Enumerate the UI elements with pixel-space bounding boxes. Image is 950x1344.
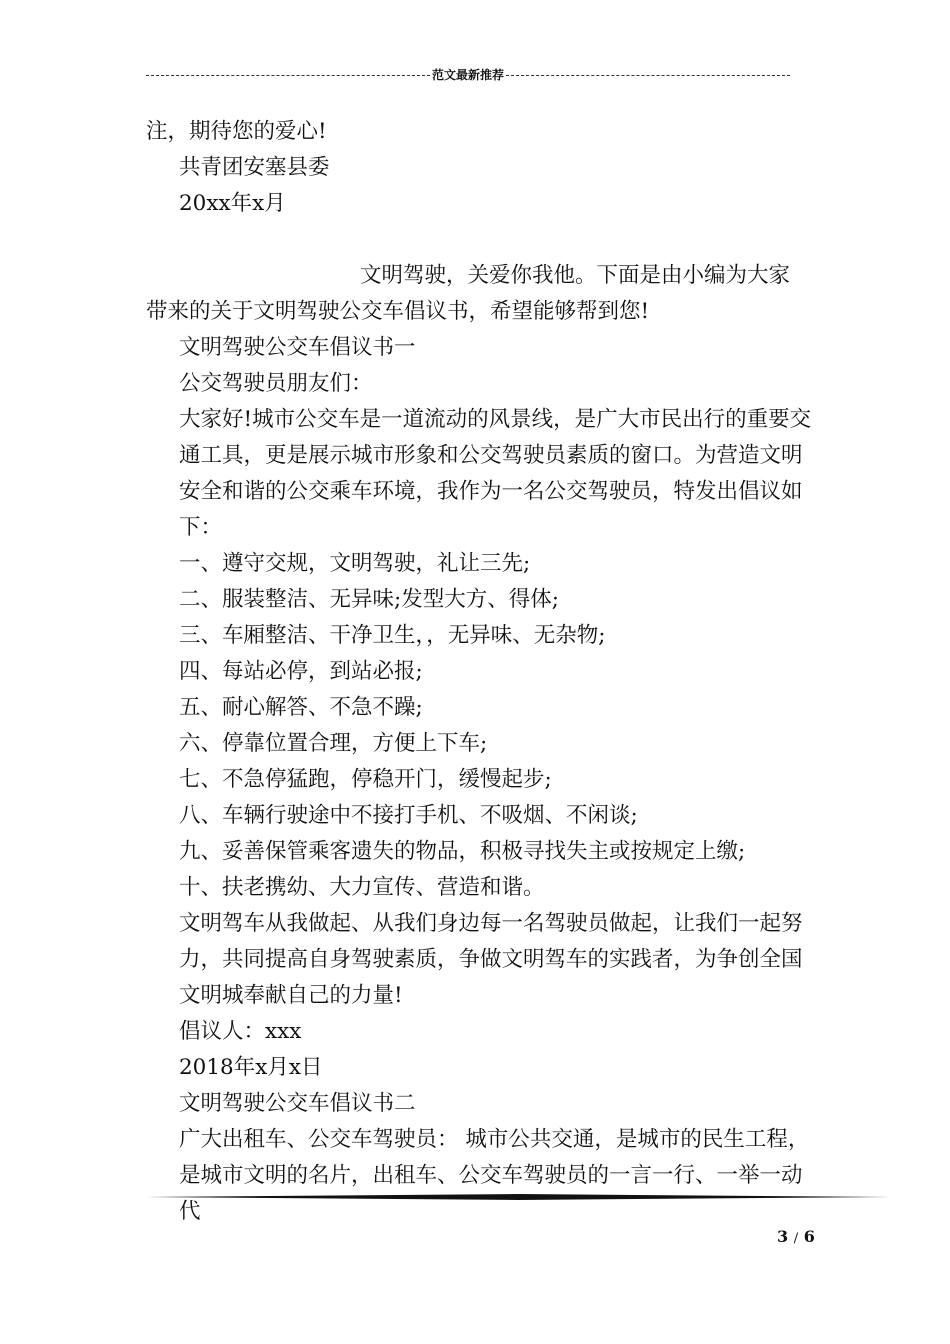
- paragraph: 广大出租车、公交车驾驶员： 城市公共交通，是城市的民生工程，是城市文明的名片，出租车、公交车驾驶员的一言一行、一举一动代: [179, 1127, 810, 1224]
- paragraph: 九、妥善保管乘客遗失的物品，积极寻找失主或按规定上缴;: [179, 839, 746, 864]
- paragraph: 一、遵守交规，文明驾驶，礼让三先;: [179, 551, 531, 576]
- paragraph: 七、不急停猛跑，停稳开门，缓慢起步;: [179, 767, 552, 792]
- paragraph: 文明驾驶，关爱你我他。下面是由小编为大家: [360, 263, 791, 288]
- page-number: [777, 1227, 815, 1246]
- paragraph: 四、每站必停，到站必报;: [179, 659, 423, 684]
- page-total: 6: [803, 1227, 815, 1246]
- paragraph: 六、停靠位置合理，方便上下车;: [179, 731, 488, 756]
- paragraph: 带来的关于文明驾驶公交车倡议书，希望能够帮到您!: [146, 299, 650, 324]
- document-body: [146, 114, 818, 1230]
- paragraph: 公交驾驶员朋友们：: [179, 371, 373, 396]
- header-left-dashes: [146, 75, 430, 76]
- paragraph: 文明驾驶公交车倡议书一: [179, 335, 416, 360]
- paragraph: 文明驾车从我做起、从我们身边每一名驾驶员做起，让我们一起努力，共同提高自身驾驶素质，争做文明驾车的实践者，为争创全国文明城奉献自己的力量!: [179, 911, 803, 1008]
- header-title: 范文最新推荐: [432, 68, 505, 82]
- header-right-dashes: [506, 75, 790, 76]
- paragraph: 大家好!城市公交车是一道流动的风景线，是广大市民出行的重要交通工具，更是展示城市形象和公交驾驶员素质的窗口。为营造文明安全和谐的公交乘车环境，我作为一名公交驾驶员，特发出倡议如下：: [179, 407, 812, 540]
- paragraph: 三、车厢整洁、干净卫生，，无异味、无杂物;: [179, 623, 606, 648]
- paragraph: 20xx年x月: [179, 191, 286, 216]
- paragraph: 十、扶老携幼、大力宣传、营造和谐。: [179, 875, 545, 900]
- paragraph: 八、车辆行驶途中不接打手机、不吸烟、不闲谈;: [179, 803, 638, 828]
- paragraph: 2018年x月x日: [179, 1055, 323, 1080]
- page-current: 3: [777, 1227, 789, 1246]
- page-separator: /: [793, 1231, 799, 1246]
- paragraph: [146, 222, 818, 258]
- paragraph: 五、耐心解答、不急不躁;: [179, 695, 423, 720]
- paragraph: 注，期待您的爱心!: [146, 119, 327, 144]
- paragraph: 二、服装整洁、无异味;发型大方、得体;: [179, 587, 559, 612]
- paragraph: 共青团安塞县委: [179, 155, 330, 180]
- page-header: [146, 66, 790, 84]
- paragraph: 文明驾驶公交车倡议书二: [179, 1091, 416, 1116]
- paragraph: 倡议人：xxx: [179, 1019, 302, 1044]
- footer-rule: [146, 1194, 890, 1200]
